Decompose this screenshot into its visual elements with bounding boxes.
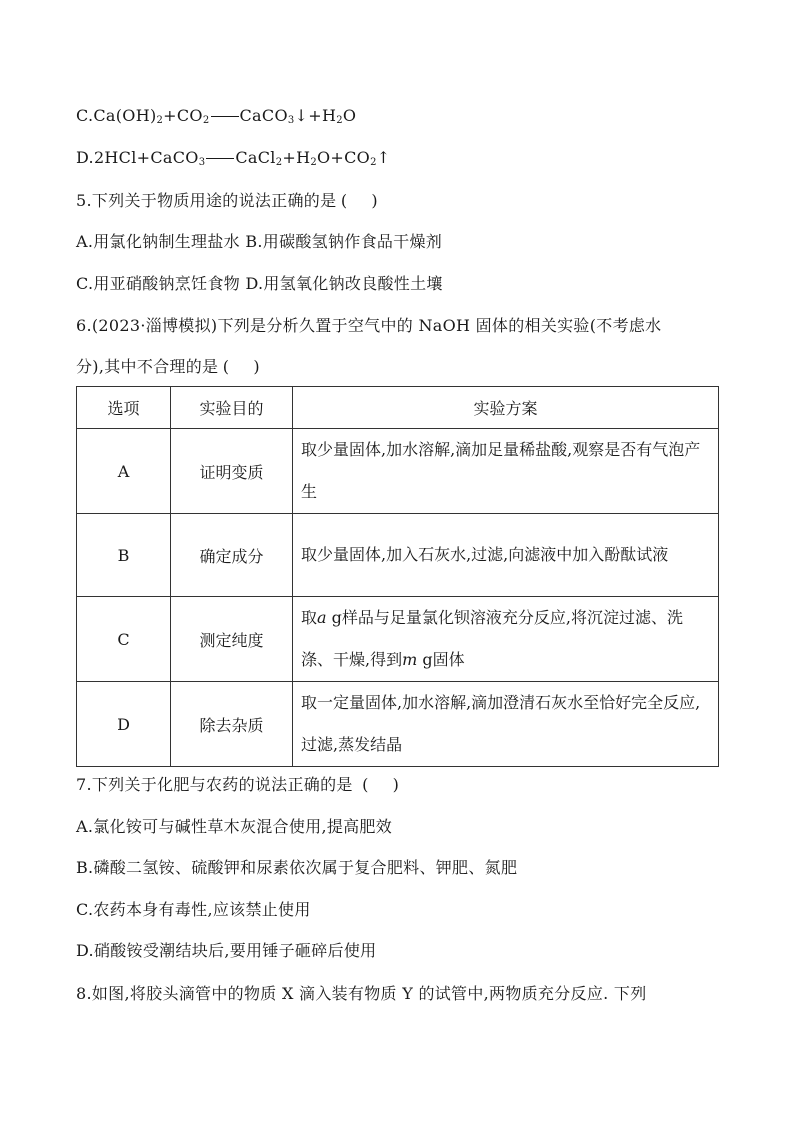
cell-plan: 取少量固体,加水溶解,滴加足量稀盐酸,观察是否有气泡产生	[293, 429, 719, 514]
table-header-row	[77, 387, 719, 429]
cell-purpose: 证明变质	[171, 429, 293, 514]
q7-option-c: C.农药本身有毒性,应该禁止使用	[76, 900, 311, 919]
q5-options-row2: C.用亚硝酸钠烹饪食物 D.用氢氧化钠改良酸性土壤	[76, 274, 443, 293]
cell-option: B	[77, 514, 171, 597]
equals-bar	[206, 158, 234, 159]
cell-plan: 取a g样品与足量氯化钡溶液充分反应,将沉淀过滤、洗涤、干燥,得到m g固体	[293, 597, 719, 682]
table-row	[77, 597, 719, 682]
q4-option-c: $C.Ca(OH)_2+CO_2$ $CaCO_3↓+H_2O$	[76, 106, 357, 126]
answer-paren: ( )	[362, 775, 400, 794]
equals-bar	[211, 116, 239, 117]
q7-option-a: A.氯化铵可与碱性草木灰混合使用,提高肥效	[76, 817, 393, 836]
table-row	[77, 682, 719, 767]
experiment-table	[76, 386, 719, 767]
q5-stem: 5.下列关于物质用途的说法正确的是 ( )	[76, 191, 382, 211]
cell-option: A	[77, 429, 171, 514]
cell-option: D	[77, 682, 171, 767]
cell-purpose: 测定纯度	[171, 597, 293, 682]
q7-option-d: D.硝酸铵受潮结块后,要用锤子砸碎后使用	[76, 941, 377, 960]
cell-plan: 取少量固体,加入石灰水,过滤,向滤液中加入酚酞试液	[293, 514, 719, 597]
q7-stem: 7.下列关于化肥与农药的说法正确的是 ( )	[76, 775, 409, 795]
q6-stem-line1: 6.(2023·淄博模拟)下列是分析久置于空气中的 NaOH 固体的相关实验(不考虑水	[76, 316, 662, 335]
header-plan: 实验方案	[293, 387, 719, 429]
header-purpose: 实验目的	[171, 387, 293, 429]
header-option: 选项	[77, 387, 171, 429]
table-row	[77, 429, 719, 514]
q5-options-row1: A.用氯化钠制生理盐水 B.用碳酸氢钠作食品干燥剂	[76, 232, 443, 251]
cell-plan: 取一定量固体,加水溶解,滴加澄清石灰水至恰好完全反应,过滤,蒸发结晶	[293, 682, 719, 767]
q6-stem-line2: 分),其中不合理的是 ( )	[76, 357, 264, 377]
q8-stem-line1: 8.如图,将胶头滴管中的物质 X 滴入装有物质 Y 的试管中,两物质充分反应. 下列	[76, 984, 647, 1003]
cell-option: C	[77, 597, 171, 682]
answer-paren: ( )	[340, 191, 378, 210]
answer-paren: ( )	[222, 357, 260, 376]
q7-option-b: B.磷酸二氢铵、硫酸钾和尿素依次属于复合肥料、钾肥、氮肥	[76, 858, 518, 877]
cell-purpose: 确定成分	[171, 514, 293, 597]
table-row	[77, 514, 719, 597]
q4-option-d: D.2HCl+CaCO$_3$ $CaCl_2+H_2O+CO_2↑$	[76, 148, 391, 168]
cell-purpose: 除去杂质	[171, 682, 293, 767]
